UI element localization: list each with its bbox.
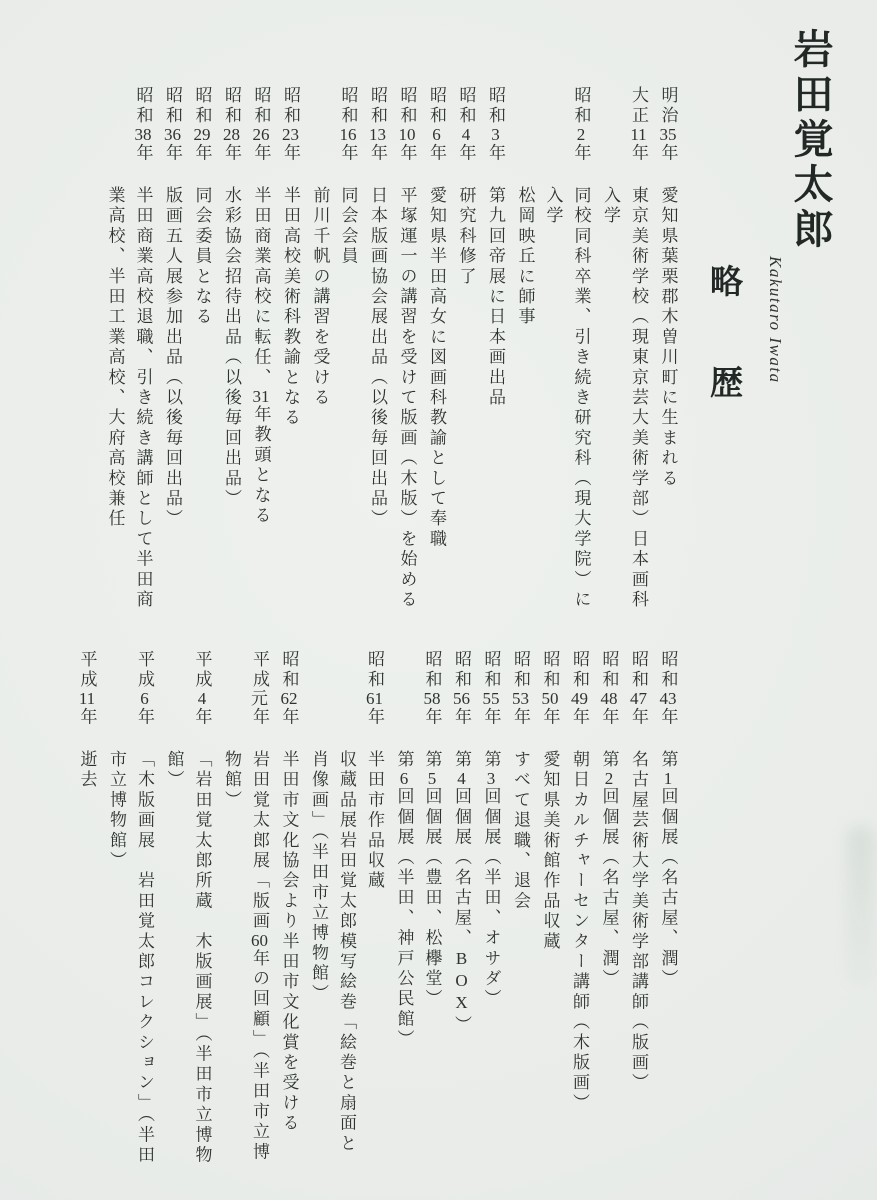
entry-first-line <box>539 86 595 613</box>
chronology-entry <box>452 86 480 613</box>
year-era: 昭和 <box>163 86 182 127</box>
chronology-lower-block <box>71 650 683 1167</box>
entry-year <box>188 650 216 750</box>
entry-text: 逝去 <box>77 750 97 791</box>
entry-text: 日本版画協会展出品（以後毎回出品） <box>368 186 387 530</box>
chronology-entry <box>217 650 273 1167</box>
year-suffix: 年 <box>456 143 476 164</box>
romanized-name: Kakutaro Iwata <box>766 256 785 384</box>
entry-text: 第6回個展（半田、神戸公民館） <box>394 750 414 1050</box>
entry-year <box>130 650 158 750</box>
entry-text: 第2回個展（名古屋、潤） <box>599 750 619 990</box>
chronology-entry <box>247 86 275 613</box>
chronology-entry <box>304 650 388 1167</box>
entry-text: 岩田覚太郎展「版画60年の回顧」（半田市立博物館） <box>222 750 269 1163</box>
year-number: 58 <box>423 690 441 708</box>
year-suffix: 年 <box>658 143 678 164</box>
year-suffix: 年 <box>540 707 560 728</box>
entry-text: 半田商業高校に転任、31年教頭となる <box>251 186 271 527</box>
entry-year <box>73 650 101 750</box>
chronology-entry <box>393 86 421 613</box>
entry-year <box>447 650 475 750</box>
entry-first-line <box>102 650 158 1167</box>
year-era: 平成 <box>250 650 269 691</box>
tatechuyoko-number: 60 <box>251 931 268 949</box>
entry-text: 前川千帆の講習を受ける <box>310 186 330 409</box>
year-era: 昭和 <box>658 650 678 691</box>
year-number: 43 <box>659 690 677 708</box>
entry-year <box>624 86 652 186</box>
year-era: 昭和 <box>368 86 387 127</box>
year-era: 昭和 <box>571 86 591 127</box>
chronology-entry <box>363 86 391 613</box>
entry-text: 愛知県半田高女に図画科教諭として奉職 <box>427 186 446 550</box>
entry-text: 第3回個展（半田、オサダ） <box>481 750 501 1010</box>
year-suffix: 年 <box>452 707 471 728</box>
entry-year <box>452 86 480 186</box>
year-suffix: 年 <box>481 707 501 728</box>
year-suffix: 年 <box>250 707 269 728</box>
chronology-entry <box>390 650 446 1167</box>
chronology-entry <box>160 650 216 1167</box>
year-number: 49 <box>571 690 588 708</box>
tatechuyoko-number: 4 <box>457 770 466 788</box>
entry-line-continuation <box>511 86 539 613</box>
chronology-entry <box>654 650 682 1167</box>
year-number: 38 <box>134 126 152 144</box>
year-suffix: 年 <box>571 143 591 164</box>
entry-first-line <box>536 650 564 1167</box>
entry-text: 愛知県美術館作品収蔵 <box>540 750 560 952</box>
year-number: 26 <box>252 126 270 144</box>
entry-text: 同会会員 <box>338 186 358 267</box>
year-suffix: 年 <box>77 707 97 728</box>
tatechuyoko-number: 5 <box>427 770 437 788</box>
chronology-entry <box>595 650 623 1167</box>
entry-text: 半田市文化協会より半田市文化賞を受ける <box>279 750 299 1134</box>
entry-year <box>567 86 595 186</box>
year-era: 昭和 <box>511 650 530 691</box>
tatechuyoko-number: 6 <box>399 770 409 788</box>
entry-first-line <box>596 86 652 613</box>
chronology-entry <box>511 86 595 613</box>
entry-line-continuation <box>306 86 334 613</box>
entry-line-continuation <box>304 650 360 1167</box>
year-number: 4 <box>197 690 207 708</box>
chronology-entry <box>536 650 564 1167</box>
entry-first-line <box>452 86 480 613</box>
entry-year <box>247 86 275 186</box>
year-suffix: 年 <box>599 707 619 728</box>
year-number: 62 <box>280 690 298 708</box>
entry-text: 版画五人展参加出品（以後毎回出品） <box>163 186 182 530</box>
upright-latin: BOX <box>452 948 471 1016</box>
year-era: 昭和 <box>281 86 300 127</box>
entry-text: 半田商業高校退職、引き続き講師として半田商業高校、半田工業高校、大府高校兼任 <box>105 186 153 611</box>
entry-first-line <box>477 650 505 1167</box>
year-era: 昭和 <box>570 650 589 691</box>
chronology-entry <box>73 650 101 1167</box>
tatechuyoko-number: 31 <box>252 388 270 405</box>
entry-year <box>334 86 362 186</box>
entry-text: 「岩田覚太郎所蔵 木版画展」（半田市立博物館） <box>164 750 212 1166</box>
entry-first-line <box>654 650 682 1167</box>
year-era: 昭和 <box>422 650 442 691</box>
entry-line-continuation <box>390 650 418 1167</box>
entry-year <box>654 650 682 750</box>
entry-year <box>275 650 303 750</box>
entry-first-line <box>276 86 304 613</box>
year-number: 10 <box>398 126 416 144</box>
entry-year <box>363 86 391 186</box>
entry-text: 松岡映丘に師事 <box>515 186 535 328</box>
year-era: 昭和 <box>338 86 358 127</box>
year-suffix: 年 <box>511 707 530 728</box>
year-era: 昭和 <box>481 650 501 691</box>
year-suffix: 年 <box>658 707 678 728</box>
year-suffix: 年 <box>281 143 300 164</box>
year-era: 昭和 <box>452 650 471 691</box>
year-suffix: 年 <box>163 143 182 164</box>
chronology-entry <box>217 86 245 613</box>
entry-first-line <box>595 650 623 1167</box>
entry-first-line <box>363 86 391 613</box>
entry-year <box>481 86 509 186</box>
entry-text: 半田高校美術科教諭となる <box>281 186 300 429</box>
chronology-entry <box>477 650 505 1167</box>
chronology-entry <box>596 86 652 613</box>
chronology-entry <box>565 650 593 1167</box>
entry-text: 第1回個展（名古屋、潤） <box>658 750 678 990</box>
year-number: 13 <box>369 126 386 144</box>
entry-text: 研究科修了 <box>456 186 476 287</box>
year-suffix: 年 <box>365 707 384 728</box>
entry-text: 第4回個展（名古屋、BOX） <box>452 750 471 1036</box>
chronology-entry <box>101 86 157 613</box>
chronology-entry <box>306 86 362 613</box>
entry-year <box>477 650 505 750</box>
entry-first-line <box>217 86 245 613</box>
page-title: 岩田覚太郎 <box>788 28 833 253</box>
year-suffix: 年 <box>397 143 417 164</box>
entry-year <box>188 86 216 186</box>
scan-bleedthrough-artifact <box>847 826 875 986</box>
entry-first-line <box>160 650 216 1167</box>
year-suffix: 年 <box>629 143 648 164</box>
year-era: 平成 <box>192 650 212 691</box>
year-number: 56 <box>453 690 470 708</box>
year-number: 47 <box>630 690 647 708</box>
entry-first-line <box>422 86 450 613</box>
year-era: 昭和 <box>251 86 271 127</box>
chronology-entry <box>275 650 303 1167</box>
year-number: 16 <box>339 126 357 144</box>
year-suffix: 年 <box>570 707 589 728</box>
entry-text: 朝日カルチャーセンター講師（木版画） <box>570 750 589 1114</box>
year-number: 29 <box>193 126 211 144</box>
year-number: 2 <box>576 126 586 144</box>
year-suffix: 年 <box>422 707 442 728</box>
year-era: 昭和 <box>279 650 299 691</box>
year-number: 36 <box>164 126 181 144</box>
tatechuyoko-number: 3 <box>486 770 496 788</box>
entry-first-line <box>447 650 475 1167</box>
chronology-entry <box>102 650 158 1167</box>
entry-first-line <box>275 650 303 1167</box>
year-suffix: 年 <box>251 143 271 164</box>
year-number: 11 <box>78 690 96 708</box>
year-number: 28 <box>223 126 240 144</box>
entry-text: 「木版画展 岩田覚太郎コレクション」（半田市立博物館） <box>107 750 154 1166</box>
entry-first-line <box>481 86 509 613</box>
year-era: 昭和 <box>222 86 241 127</box>
year-number: 元 <box>251 690 268 708</box>
year-era: 昭和 <box>397 86 417 127</box>
year-number: 3 <box>491 126 500 144</box>
tatechuyoko-number: 2 <box>604 770 614 788</box>
entry-first-line <box>360 650 388 1167</box>
year-suffix: 年 <box>629 707 648 728</box>
year-suffix: 年 <box>338 143 358 164</box>
entry-text: 同校同科卒業、引き続き研究科（現大学院）に入学 <box>543 186 591 611</box>
year-suffix: 年 <box>427 143 446 164</box>
entry-first-line <box>393 86 421 613</box>
year-era: 昭和 <box>599 650 619 691</box>
chronology-entry <box>158 86 186 613</box>
year-number: 50 <box>541 690 559 708</box>
entry-year <box>506 650 534 750</box>
entry-first-line <box>217 650 273 1167</box>
year-era: 平成 <box>135 650 154 691</box>
entry-first-line <box>334 86 362 613</box>
year-number: 53 <box>512 690 529 708</box>
entry-text: 平塚運一の講習を受けて版画（木版）を始める <box>397 186 417 611</box>
year-era: 大正 <box>629 86 648 127</box>
year-era: 平成 <box>77 650 97 691</box>
entry-text: 第九回帝展に日本画出品 <box>486 186 505 409</box>
entry-first-line <box>506 650 534 1167</box>
entry-text: 半田市作品収蔵 <box>365 750 384 892</box>
entry-year <box>245 650 273 750</box>
year-era: 昭和 <box>456 86 476 127</box>
entry-year <box>536 650 564 750</box>
year-era: 昭和 <box>133 86 153 127</box>
year-suffix: 年 <box>486 143 505 164</box>
entry-first-line <box>101 86 157 613</box>
year-suffix: 年 <box>192 707 212 728</box>
year-number: 61 <box>366 690 383 708</box>
year-number: 6 <box>140 690 149 708</box>
entry-text: 水彩協会招待出品（以後毎回出品） <box>222 186 241 510</box>
year-era: 明治 <box>658 86 678 127</box>
year-suffix: 年 <box>368 143 387 164</box>
entry-first-line <box>624 650 652 1167</box>
entry-first-line <box>565 650 593 1167</box>
chronology-upper-block <box>99 86 683 613</box>
entry-first-line <box>247 86 275 613</box>
entry-first-line <box>73 650 101 1167</box>
year-suffix: 年 <box>135 707 154 728</box>
entry-text: 第5回個展（豊田、松欅堂） <box>422 750 442 1010</box>
entry-year <box>418 650 446 750</box>
entry-text: 愛知県葉栗郡木曽川町に生まれる <box>658 186 678 489</box>
year-number: 4 <box>461 126 471 144</box>
entry-first-line <box>188 86 216 613</box>
entry-year <box>276 86 304 186</box>
chronology-entry <box>481 86 509 613</box>
chronology-entry <box>447 650 475 1167</box>
entry-year <box>595 650 623 750</box>
year-era: 昭和 <box>427 86 446 127</box>
year-era: 昭和 <box>486 86 505 127</box>
page-subtitle: 略歴 <box>705 264 741 466</box>
year-number: 11 <box>630 126 647 144</box>
entry-text: すべて退職、退会 <box>511 750 530 912</box>
chronology-entry <box>654 86 682 613</box>
year-number: 6 <box>432 126 441 144</box>
entry-first-line <box>654 86 682 613</box>
entry-year <box>654 86 682 186</box>
chronology-entry <box>506 650 534 1167</box>
year-number: 23 <box>282 126 299 144</box>
year-suffix: 年 <box>279 707 299 728</box>
chronology-entry <box>188 86 216 613</box>
entry-text: 同会委員となる <box>192 186 212 328</box>
year-suffix: 年 <box>222 143 241 164</box>
entry-year <box>565 650 593 750</box>
entry-first-line <box>158 86 186 613</box>
year-era: 昭和 <box>629 650 648 691</box>
year-era: 昭和 <box>192 86 212 127</box>
year-era: 昭和 <box>365 650 384 691</box>
entry-year <box>158 86 186 186</box>
year-number: 48 <box>600 690 618 708</box>
entry-year <box>422 86 450 186</box>
entry-first-line <box>418 650 446 1167</box>
entry-year <box>624 650 652 750</box>
chronology-entry <box>624 650 652 1167</box>
chronology-entry <box>276 86 304 613</box>
entry-year <box>129 86 157 186</box>
entry-text: 名古屋芸術大学美術学部講師（版画） <box>629 750 648 1094</box>
entry-year <box>360 650 388 750</box>
year-era: 昭和 <box>540 650 560 691</box>
entry-text: 収蔵品展岩田覚太郎模写絵巻「絵巻と扇面と肖像画」（半田市立博物館） <box>309 750 356 1154</box>
entry-text: 東京美術学校（現東京芸大美術学部）日本画科入学 <box>601 186 648 611</box>
tatechuyoko-number: 1 <box>663 770 673 788</box>
entry-year <box>217 86 245 186</box>
year-number: 55 <box>482 690 500 708</box>
year-suffix: 年 <box>192 143 212 164</box>
chronology-entry <box>422 86 450 613</box>
year-number: 35 <box>659 126 677 144</box>
entry-year <box>393 86 421 186</box>
year-suffix: 年 <box>133 143 153 164</box>
